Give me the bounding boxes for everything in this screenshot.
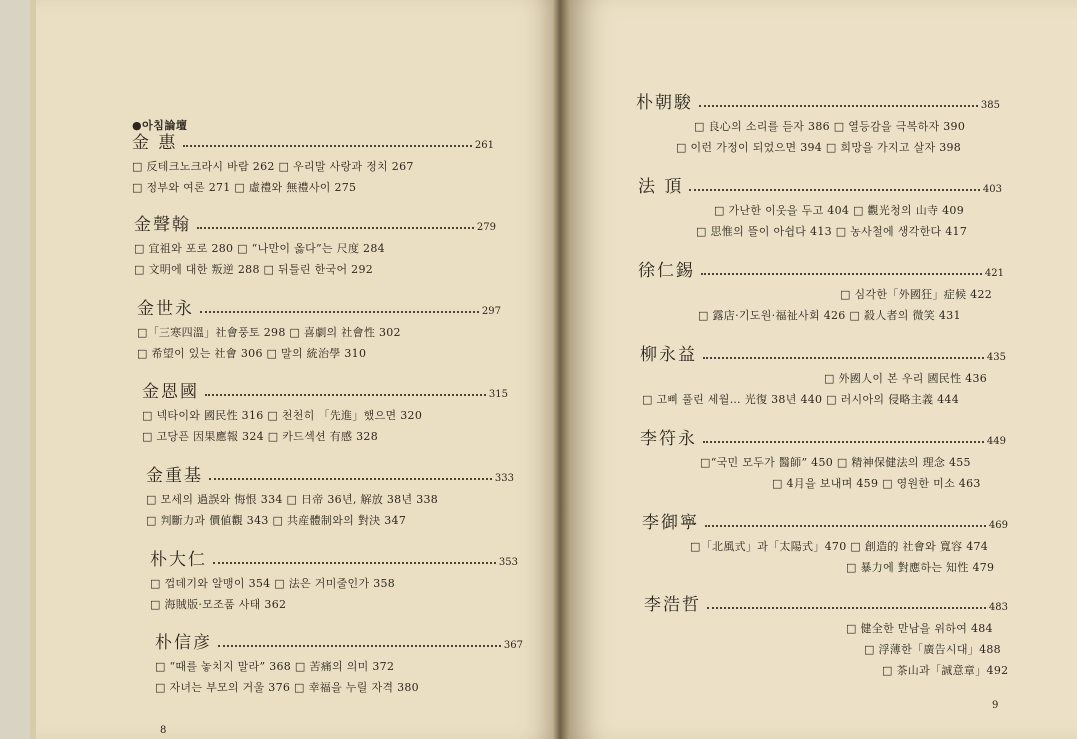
article-line: □「北風式」과「太陽式」470 □ 創造的 社會와 寬容 474: [690, 540, 989, 553]
dot-leader: [200, 311, 479, 313]
article-line: □ 이런 가정이 되었으면 394 □ 희망을 가지고 살자 398: [676, 141, 962, 154]
article-line: □“국민 모두가 醫師” 450 □ 精神保健法의 理念 455: [700, 456, 971, 469]
author-name: 李浩哲: [644, 595, 701, 615]
article-line: □「三寒四溫」社會풍토 298 □ 喜劇의 社會性 302: [137, 326, 401, 339]
page-number: 483: [988, 602, 1008, 613]
author-name: 徐仁錫: [638, 261, 695, 281]
article-line: □ 浮薄한「廣告시대」488: [864, 643, 1001, 656]
page-number: 279: [476, 222, 496, 233]
author-name: 金重基: [146, 466, 203, 486]
article-line: □ 자녀는 부모의 거울 376 □ 幸福을 누릴 자격 380: [155, 681, 419, 694]
book-gutter: [552, 0, 570, 739]
page-number: 449: [986, 436, 1006, 447]
author-name: 李符永: [640, 429, 697, 449]
article-line: □ 정부와 여론 271 □ 虛禮와 無禮사이 275: [132, 181, 357, 194]
author-name: 金 惠: [132, 133, 178, 153]
dot-leader: [703, 441, 984, 443]
toc-entry: [642, 508, 1008, 575]
toc-entry: [636, 88, 1000, 155]
page-number: 385: [980, 100, 1000, 111]
author-name: 朴朝駿: [636, 93, 693, 113]
dot-leader: [701, 273, 982, 275]
article-line: □ 海賊版·모조품 사태 362: [150, 598, 287, 611]
page-number: 421: [984, 268, 1004, 279]
page-number: 403: [982, 184, 1002, 195]
article-line: □ 宜祖와 포로 280 □ “나만이 옳다”는 尺度 284: [134, 242, 385, 255]
toc-entry: [644, 590, 1008, 678]
toc-entry: [137, 294, 501, 361]
page-number: 469: [988, 520, 1008, 531]
article-line: □ 모세의 過誤와 悔恨 334 □ 日帝 36년, 解放 38년 338: [146, 493, 439, 506]
page-number: 297: [481, 306, 501, 317]
author-name: 金聲翰: [134, 215, 191, 235]
author-name: 李御寧: [642, 513, 699, 533]
page-folio: 9: [992, 700, 999, 711]
dot-leader: [213, 562, 496, 564]
article-line: □ 暴力에 對應하는 知性 479: [846, 561, 995, 574]
toc-entry: [142, 377, 508, 444]
article-line: □ 思惟의 뜰이 아쉽다 413 □ 농사철에 생각한다 417: [696, 225, 968, 238]
toc-entry: [640, 340, 1006, 407]
dot-leader: [689, 189, 980, 191]
dot-leader: [205, 394, 486, 396]
dot-leader: [183, 145, 472, 147]
author-name: 柳永益: [640, 345, 697, 365]
article-line: □ 심각한「外國狂」症候 422: [840, 288, 993, 301]
page-number: 315: [488, 389, 508, 400]
toc-entry: [638, 172, 1002, 239]
toc-entry: [155, 628, 523, 695]
toc-entry: [638, 256, 1004, 323]
author-name: 朴信彦: [155, 633, 212, 653]
article-line: □ “때를 놓치지 말라” 368 □ 苦痛의 의미 372: [155, 660, 395, 673]
page-number: 333: [494, 473, 514, 484]
article-line: □ 文明에 대한 叛逆 288 □ 뒤틀린 한국어 292: [134, 263, 374, 276]
author-name: 朴大仁: [150, 550, 207, 570]
author-name: 金恩國: [142, 382, 199, 402]
toc-entry: [134, 210, 496, 277]
article-line: □ 反테크노크라시 바람 262 □ 우리말 사랑과 정치 267: [132, 160, 414, 173]
dot-leader: [209, 478, 492, 480]
article-line: □ 希望이 있는 社會 306 □ 말의 統治學 310: [137, 347, 367, 360]
article-line: □ 露店·기도원·福祉사회 426 □ 殺人者의 微笑 431: [698, 309, 961, 322]
article-line: □ 良心의 소리를 듣자 386 □ 열등감을 극복하자 390: [694, 120, 966, 133]
section-label: ●아침論壇: [132, 119, 188, 132]
dot-leader: [699, 105, 978, 107]
dot-leader: [703, 357, 984, 359]
dot-leader: [197, 227, 474, 229]
article-line: □ 茶山과「誠意章」492: [882, 664, 1009, 677]
page-number: 435: [986, 352, 1006, 363]
author-name: 金世永: [137, 299, 194, 319]
page-number: 261: [474, 140, 494, 151]
toc-entry: [150, 545, 518, 612]
article-line: □ 고당픈 因果應報 324 □ 카드섹션 有感 328: [142, 430, 379, 443]
article-line: □ 고삐 풀린 세월… 光復 38년 440 □ 러시아의 侵略主義 444: [642, 393, 960, 406]
dot-leader: [707, 607, 986, 609]
toc-entry: [640, 424, 1006, 491]
article-line: □ 껍데기와 알맹이 354 □ 法은 거미줄인가 358: [150, 577, 396, 590]
page-number: 353: [498, 557, 518, 568]
article-line: □ 外國人이 본 우리 國民性 436: [824, 372, 988, 385]
page-folio: 8: [160, 725, 167, 736]
toc-entry: [146, 461, 514, 528]
dot-leader: [218, 645, 501, 647]
article-line: □ 가난한 이웃을 두고 404 □ 觀光청의 山寺 409: [714, 204, 965, 217]
toc-entry: [132, 128, 494, 195]
article-line: □ 健全한 만남을 위하여 484: [846, 622, 993, 635]
page-number: 367: [503, 640, 523, 651]
article-line: □ 判斷力과 價値觀 343 □ 共産體制와의 對決 347: [146, 514, 407, 527]
article-line: □ 넥타이와 國民性 316 □ 천천히 「先進」했으면 320: [142, 409, 423, 422]
author-name: 法 頂: [638, 177, 684, 197]
article-line: □ 4月을 보내며 459 □ 영원한 미소 463: [772, 477, 981, 490]
dot-leader: [705, 525, 986, 527]
